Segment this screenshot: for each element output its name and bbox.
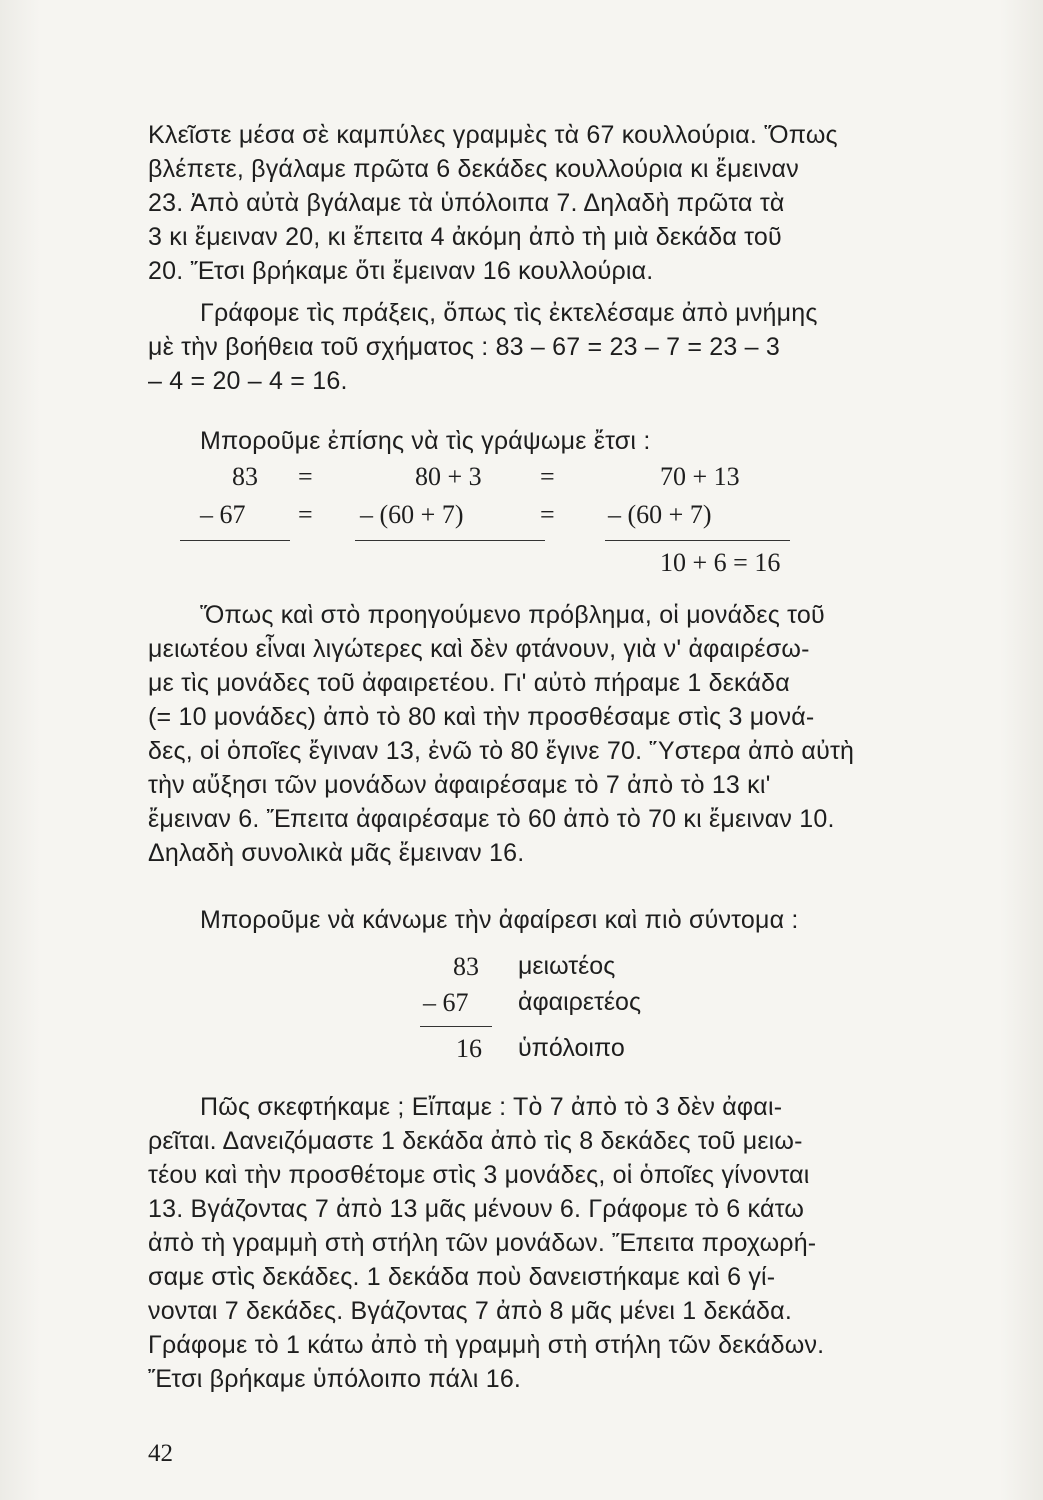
- example-expanded-subtrahend: – (60 + 7): [360, 500, 464, 529]
- column-minuend: 83: [453, 952, 479, 981]
- paragraph-explanation: [148, 598, 1008, 870]
- paragraph-counting-rings: [148, 118, 1008, 288]
- text-line: τὴν αὔξησι τῶν μονάδων ἀφαιρέσαμε τὸ 7 ἀπὸ τὸ 13 κι': [148, 771, 771, 799]
- text-line: μειωτέου εἶναι λιγώτερες καὶ δὲν φτάνουν, γιὰ ν' ἀφαιρέσω-: [148, 635, 810, 663]
- equals-sign: =: [540, 500, 555, 529]
- text-line: ἔμειναν 6. Ἔπειτα ἀφαιρέσαμε τὸ 60 ἀπὸ τὸ 70 κι ἔμειναν 10.: [148, 805, 835, 833]
- text-line: ρεῖται. Δανειζόμαστε 1 δεκάδα ἀπὸ τὶς 8 δεκάδες τοῦ μειω-: [148, 1127, 803, 1155]
- text-line: με τὶς μονάδες τοῦ ἀφαιρετέου. Γι' αὐτὸ πήραμε 1 δεκάδα: [148, 669, 790, 697]
- underline-rule: [420, 1026, 492, 1027]
- text-line: Μποροῦμε ἐπίσης νὰ τὶς γράψωμε ἔτσι :: [200, 427, 651, 455]
- label-subtrahend: ἀφαιρετέος: [518, 988, 642, 1016]
- text-line: νονται 7 δεκάδες. Βγάζοντας 7 ἀπὸ 8 μᾶς μένει 1 δεκάδα.: [148, 1297, 792, 1325]
- text-line: Μποροῦμε νὰ κάνωμε τὴν ἀφαίρεσι καὶ πιὸ σύντομα :: [200, 906, 799, 934]
- text-line: 23. Ἀπὸ αὐτὰ βγάλαμε τὰ ὑπόλοιπα 7. Δηλαδὴ πρῶτα τὰ: [148, 189, 785, 217]
- example-regrouped-minuend: 70 + 13: [660, 462, 740, 491]
- text-line: Κλεῖστε μέσα σὲ καμπύλες γραμμὲς τὰ 67 κουλλούρια. Ὅπως: [148, 121, 838, 149]
- paragraph-operations: [148, 296, 1008, 398]
- text-line: 3 κι ἔμειναν 20, κι ἔπειτα 4 ἀκόμη ἀπὸ τὴ μιὰ δεκάδα τοῦ: [148, 223, 782, 251]
- equals-sign: =: [298, 462, 313, 491]
- example-subtrahend: – 67: [200, 500, 246, 529]
- example-minuend: 83: [232, 462, 258, 491]
- underline-rule: [355, 540, 545, 541]
- underline-rule: [180, 540, 290, 541]
- column-subtrahend: – 67: [423, 988, 469, 1017]
- paragraph-alternative-intro: [148, 424, 1008, 458]
- text-line: (= 10 μονάδες) ἀπὸ τὸ 80 καὶ τὴν προσθέσαμε στὶς 3 μονά-: [148, 703, 815, 731]
- text-line: τέου καὶ τὴν προσθέτομε στὶς 3 μονάδες, οἱ ὁποῖες γίνονται: [148, 1161, 810, 1189]
- text-line: ἀπὸ τὴ γραμμὴ στὴ στήλη τῶν μονάδων. Ἔπειτα προχωρή-: [148, 1229, 817, 1257]
- label-remainder: ὑπόλοιπο: [518, 1034, 625, 1062]
- example-result: 10 + 6 = 16: [660, 548, 781, 577]
- text-line: Γράφομε τὸ 1 κάτω ἀπὸ τὴ γραμμὴ στὴ στήλη τῶν δεκάδων.: [148, 1331, 825, 1359]
- text-line: δες, οἱ ὁποῖες ἔγιναν 13, ἐνῶ τὸ 80 ἔγινε 70. Ὕστερα ἀπὸ αὐτὴ: [148, 737, 855, 765]
- text-line: Πῶς σκεφτήκαμε ; Εἴπαμε : Τὸ 7 ἀπὸ τὸ 3 δὲν ἀφαι-: [200, 1093, 783, 1121]
- underline-rule: [605, 540, 790, 541]
- paragraph-reasoning: [148, 1090, 1008, 1396]
- label-minuend: μειωτέος: [518, 952, 616, 980]
- text-line: Γράφομε τὶς πράξεις, ὅπως τὶς ἐκτελέσαμε ἀπὸ μνήμης: [200, 299, 818, 327]
- equals-sign: =: [298, 500, 313, 529]
- example-expanded-minuend: 80 + 3: [415, 462, 482, 491]
- text-line: 20. Ἔτσι βρήκαμε ὅτι ἔμειναν 16 κουλλούρια.: [148, 257, 654, 285]
- paragraph-shortcut-intro: [148, 903, 1008, 937]
- text-line: βλέπετε, βγάλαμε πρῶτα 6 δεκάδες κουλλούρια κι ἔμειναν: [148, 155, 799, 183]
- page-number: 42: [148, 1440, 173, 1467]
- text-line: σαμε στὶς δεκάδες. 1 δεκάδα ποὺ δανειστήκαμε καὶ 6 γί-: [148, 1263, 776, 1291]
- text-line: Δηλαδὴ συνολικὰ μᾶς ἔμειναν 16.: [148, 839, 525, 867]
- equals-sign: =: [540, 462, 555, 491]
- text-line: 13. Βγάζοντας 7 ἀπὸ 13 μᾶς μένουν 6. Γράφομε τὸ 6 κάτω: [148, 1195, 805, 1223]
- text-line: Ἔτσι βρήκαμε ὑπόλοιπο πάλι 16.: [148, 1365, 522, 1393]
- column-remainder: 16: [456, 1034, 482, 1063]
- text-line: Ὅπως καὶ στὸ προηγούμενο πρόβλημα, οἱ μονάδες τοῦ: [200, 601, 825, 629]
- text-line: – 4 = 20 – 4 = 16.: [148, 367, 348, 395]
- text-line: μὲ τὴν βοήθεια τοῦ σχήματος : 83 – 67 = 23 – 7 = 23 – 3: [148, 333, 780, 361]
- example-regrouped-subtrahend: – (60 + 7): [608, 500, 712, 529]
